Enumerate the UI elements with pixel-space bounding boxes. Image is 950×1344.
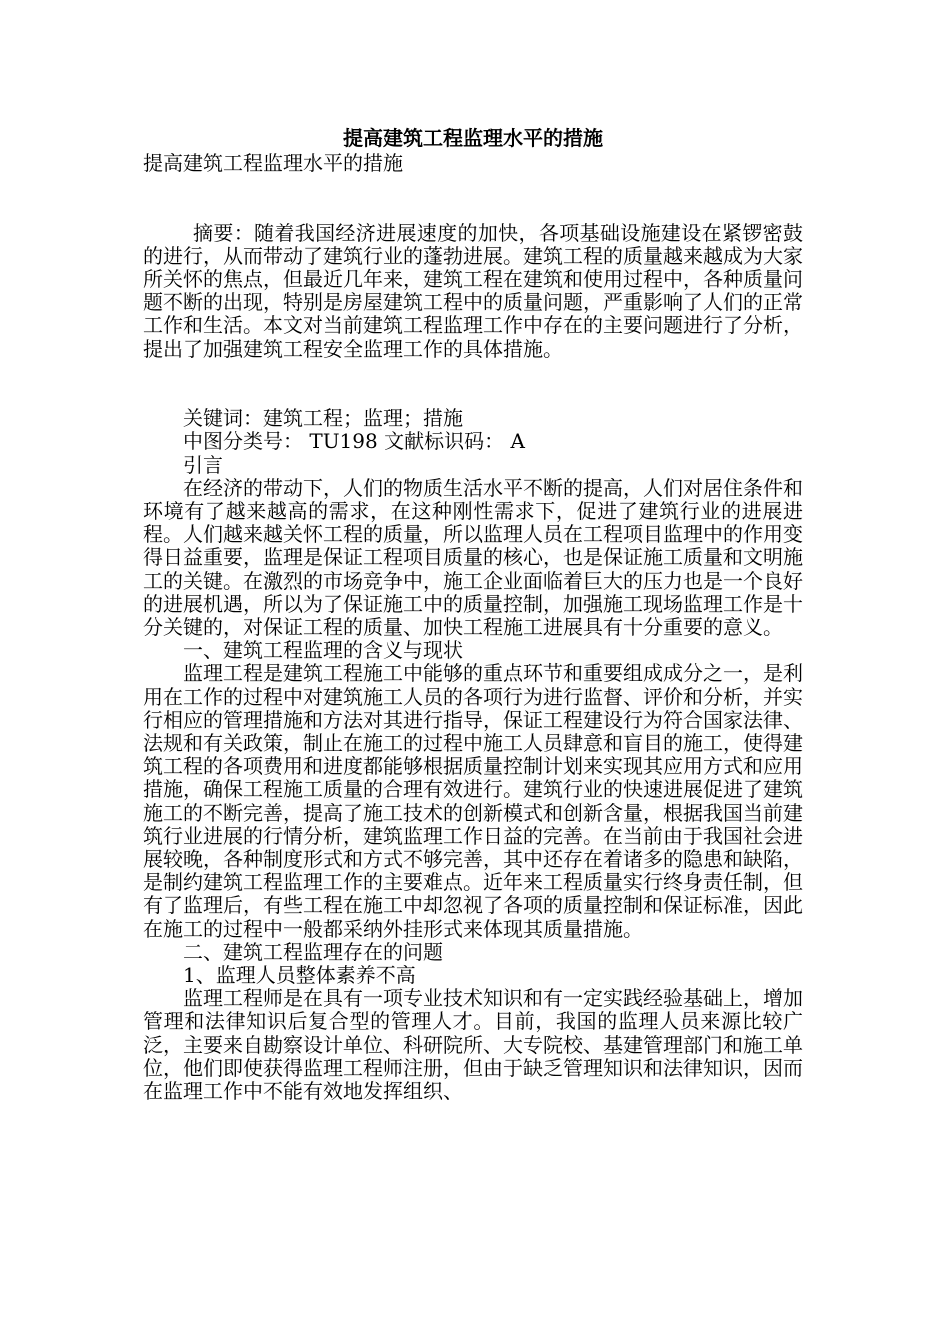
section2-heading: 二、建筑工程监理存在的问题	[183, 939, 443, 964]
classification-line: 中图分类号： TU198 文献标识码： A	[183, 429, 525, 454]
subsection1-heading: 1、监理人员整体素养不高	[183, 963, 416, 988]
blank-line	[143, 361, 803, 384]
section1-heading: 一、建筑工程监理的含义与现状	[183, 638, 463, 663]
document-body	[143, 124, 803, 1103]
blank-line	[143, 384, 803, 407]
section1-paragraph: 监理工程是建筑工程施工中能够的重点环节和重要组成成分之一，是利用在工作的过程中对建筑施工人员的各项行为进行监督、评价和分析，并实行相应的管理措施和方法对其进行指导，保证工程建设行为符合国家法律、法规和有关政策，制止在施工的过程中施工人员肆意和盲目的施工，使得建筑工程的各项费用和进度都能够根据质量控制计划来实现其应用方式和应用措施，确保工程施工质量的合理有效进行。建筑行业的快速进展促进了建筑施工的不断完善，提高了施工技术的创新模式和创新含量，根据我国当前建筑行业进展的行情分析，建筑监理工作日益的完善。在当前由于我国社会进展较晚，各种制度形式和方式不够完善，其中还存在着诸多的隐患和缺陷，是制约建筑工程监理工作的主要难点。近年来工程质量实行终身责任制，但有了监理后，有些工程在施工中却忽视了各项的质量控制和保证标准，因此在施工的过程中一般都采纳外挂形式来体现其质量措施。	[143, 661, 803, 941]
keywords-line: 关键词：建筑工程；监理；措施	[183, 406, 463, 431]
intro-heading: 引言	[183, 452, 223, 477]
intro-paragraph: 在经济的带动下，人们的物质生活水平不断的提高，人们对居住条件和环境有了越来越高的需求，在这种刚性需求下，促进了建筑行业的进展进程。人们越来越关怀工程的质量，所以监理人员在工程项目监理中的作用变得日益重要，监理是保证工程项目质量的核心，也是保证施工质量和文明施工的关键。在激烈的市场竞争中，施工企业面临着巨大的压力也是一个良好的进展机遇，所以为了保证施工中的质量控制，加强施工现场监理工作是十分关键的，对保证工程的质量、加快工程施工进展具有十分重要的意义。	[143, 475, 803, 639]
abstract-paragraph: 摘要：随着我国经济进展速度的加快，各项基础设施建设在紧锣密鼓的进行，从而带动了建筑行业的蓬勃进展。建筑工程的质量越来越成为大家所关怀的焦点，但最近几年来，建筑工程在建筑和使用过程中，各种质量问题不断的出现，特别是房屋建筑工程中的质量问题，严重影响了人们的正常工作和生活。本文对当前建筑工程监理工作中存在的主要问题进行了分析，提出了加强建筑工程安全监理工作的具体措施。	[143, 220, 803, 361]
blank-line	[143, 198, 803, 221]
document-subtitle: 提高建筑工程监理水平的措施	[143, 151, 403, 175]
blank-line	[143, 175, 803, 198]
document-title: 提高建筑工程监理水平的措施	[343, 126, 603, 150]
subsection1-paragraph: 监理工程师是在具有一项专业技术知识和有一定实践经验基础上，增加管理和法律知识后复合型的管理人才。目前，我国的监理人员来源比较广泛，主要来自勘察设计单位、科研院所、大专院校、基建管理部门和施工单位，他们即使获得监理工程师注册，但由于缺乏管理知识和法律知识，因而在监理工作中不能有效地发挥组织、	[143, 986, 803, 1104]
